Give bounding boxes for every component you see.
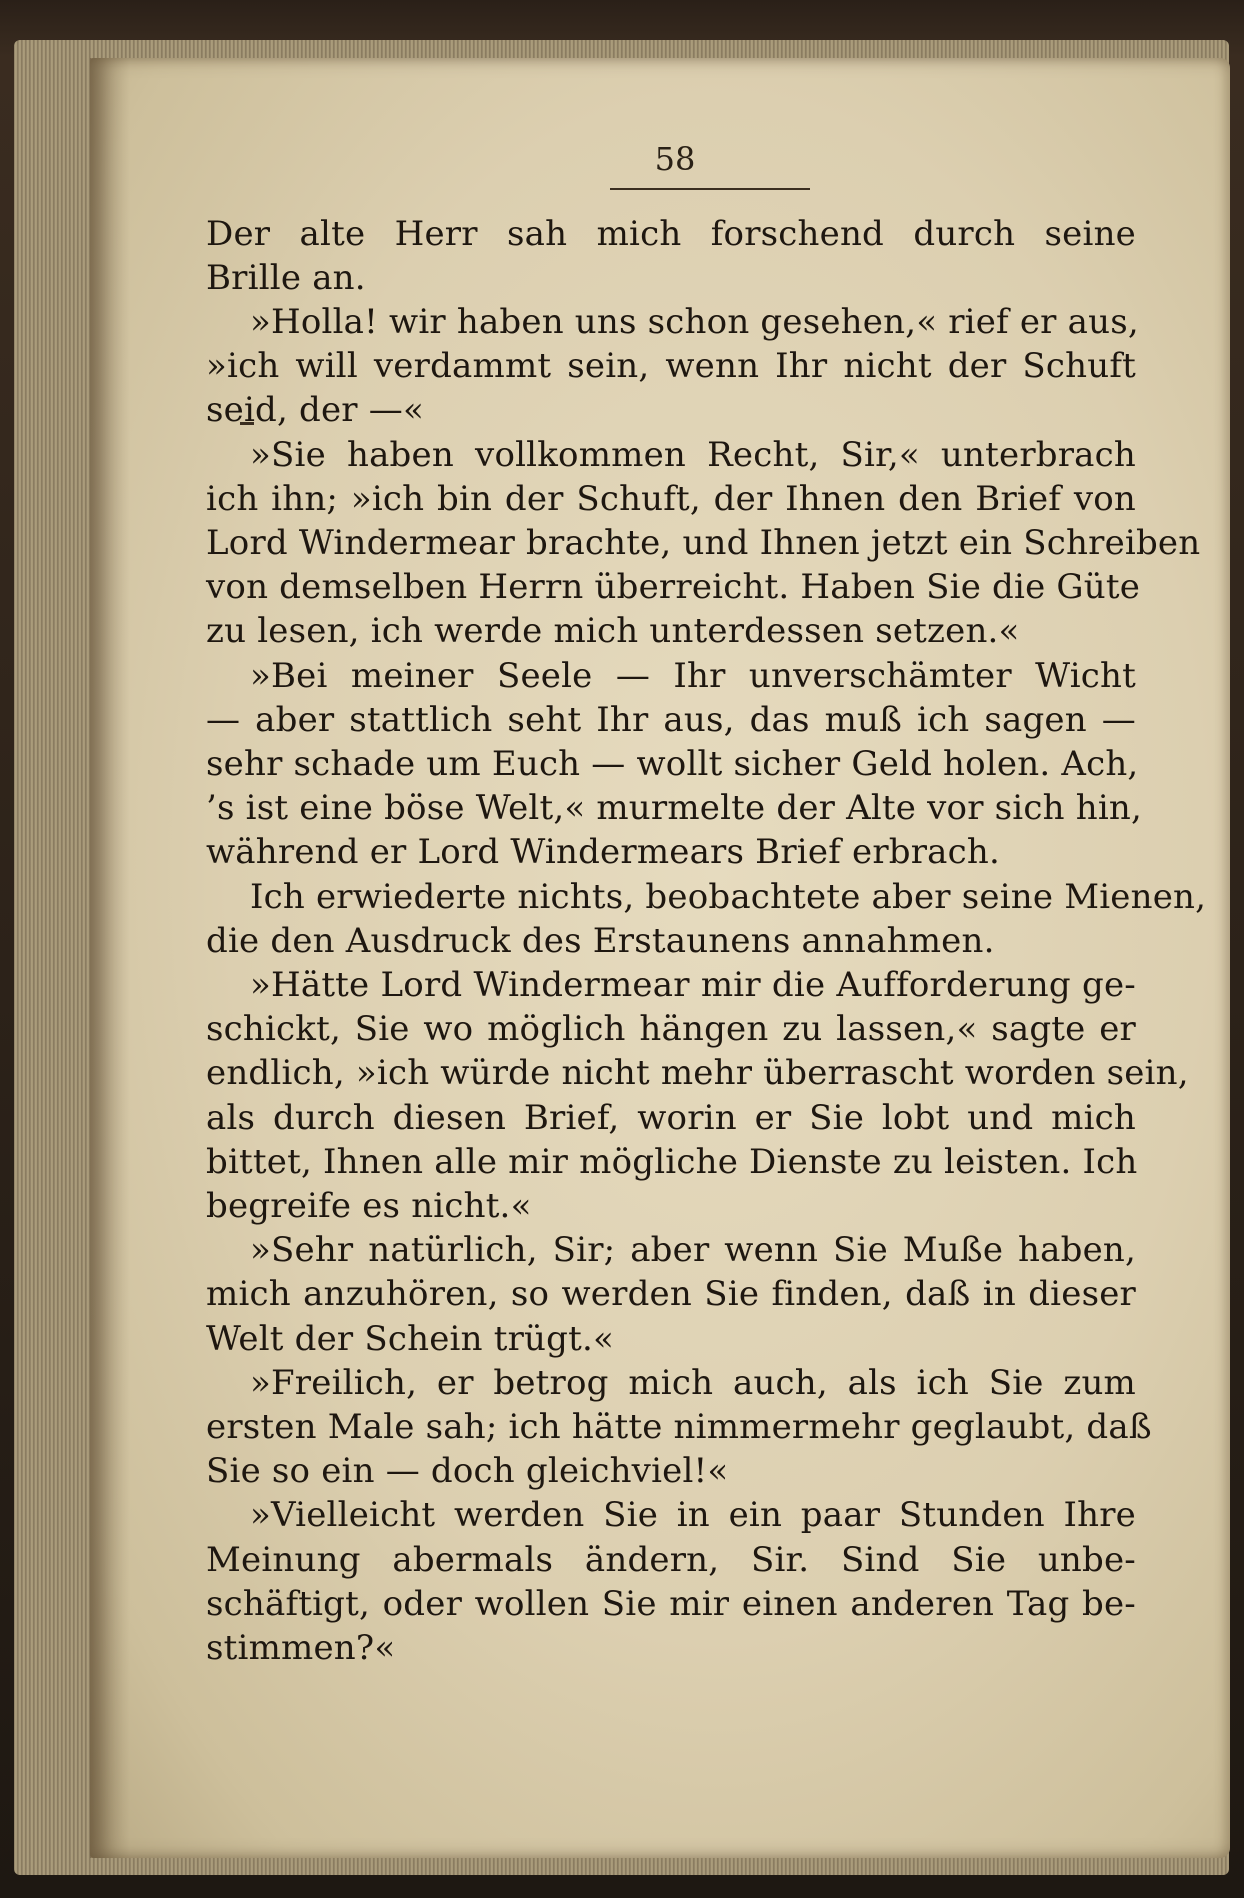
text-line: ’s ist eine böse Welt,« murmelte der Alte vor sich hin,: [206, 788, 1143, 828]
text-line: »Bei meiner Seele — Ihr unverschämter Wicht: [250, 656, 1136, 696]
text-line: »Hätte Lord Windermear mir die Aufforderung ge-: [250, 965, 1136, 1005]
text-line: stimmen?«: [206, 1628, 396, 1668]
text-line: — aber stattlich seht Ihr aus, das muß ich sagen —: [206, 700, 1136, 740]
text-line: seid, der —«: [206, 390, 424, 430]
text-line: mich anzuhören, so werden Sie finden, daß in dieser: [206, 1274, 1136, 1314]
page-number: 58: [654, 140, 696, 178]
text-line: während er Lord Windermears Brief erbrach.: [206, 832, 1001, 872]
text-line: »Vielleicht werden Sie in ein paar Stunden Ihre: [250, 1495, 1136, 1535]
text-line: als durch diesen Brief, worin er Sie lobt und mich: [206, 1098, 1136, 1138]
text-line: Meinung abermals ändern, Sir. Sind Sie unbe-: [206, 1540, 1136, 1580]
text-line: »Freilich, er betrog mich auch, als ich Sie zum: [250, 1363, 1136, 1403]
text-line: sehr schade um Euch — wollt sicher Geld holen. Ach,: [206, 744, 1139, 784]
text-line: zu lesen, ich werde mich unterdessen setzen.«: [206, 611, 1020, 651]
text-line: Der alte Herr sah mich forschend durch seine: [206, 214, 1136, 254]
text-line: schickt, Sie wo möglich hängen zu lassen,« sagte er: [206, 1009, 1136, 1049]
gutter-shadow: [90, 58, 130, 1858]
text-line: Lord Windermear brachte, und Ihnen jetzt ein Schreiben: [206, 523, 1201, 563]
text-line: die den Ausdruck des Erstaunens annahmen.: [206, 921, 995, 961]
text-line: Sie so ein — doch gleichviel!«: [206, 1451, 729, 1491]
text-line: »Holla! wir haben uns schon gesehen,« rief er aus,: [250, 302, 1139, 342]
text-line: bittet, Ihnen alle mir mögliche Dienste zu leisten. Ich: [206, 1142, 1138, 1182]
text-line: »ich will verdammt sein, wenn Ihr nicht der Schuft: [206, 346, 1136, 386]
text-line: endlich, »ich würde nicht mehr überrascht worden sein,: [206, 1053, 1189, 1093]
text-line: Welt der Schein trügt.«: [206, 1319, 614, 1359]
text-line: schäftigt, oder wollen Sie mir einen anderen Tag be-: [206, 1584, 1136, 1624]
text-line: ersten Male sah; ich hätte nimmermehr geglaubt, daß: [206, 1407, 1152, 1447]
text-line: Brille an.: [206, 258, 366, 298]
text-line: ich ihn; »ich bin der Schuft, der Ihnen den Brief von: [206, 479, 1136, 519]
text-line: Ich erwiederte nichts, beobachtete aber seine Mienen,: [250, 877, 1207, 917]
text-line: »Sehr natürlich, Sir; aber wenn Sie Muße haben,: [250, 1230, 1136, 1270]
text-line: begreife es nicht.«: [206, 1186, 532, 1226]
text-line: »Sie haben vollkommen Recht, Sir,« unterbrach: [250, 435, 1136, 475]
text-line: von demselben Herrn überreicht. Haben Sie die Güte: [206, 567, 1141, 607]
body-text: [206, 0, 1207, 1898]
